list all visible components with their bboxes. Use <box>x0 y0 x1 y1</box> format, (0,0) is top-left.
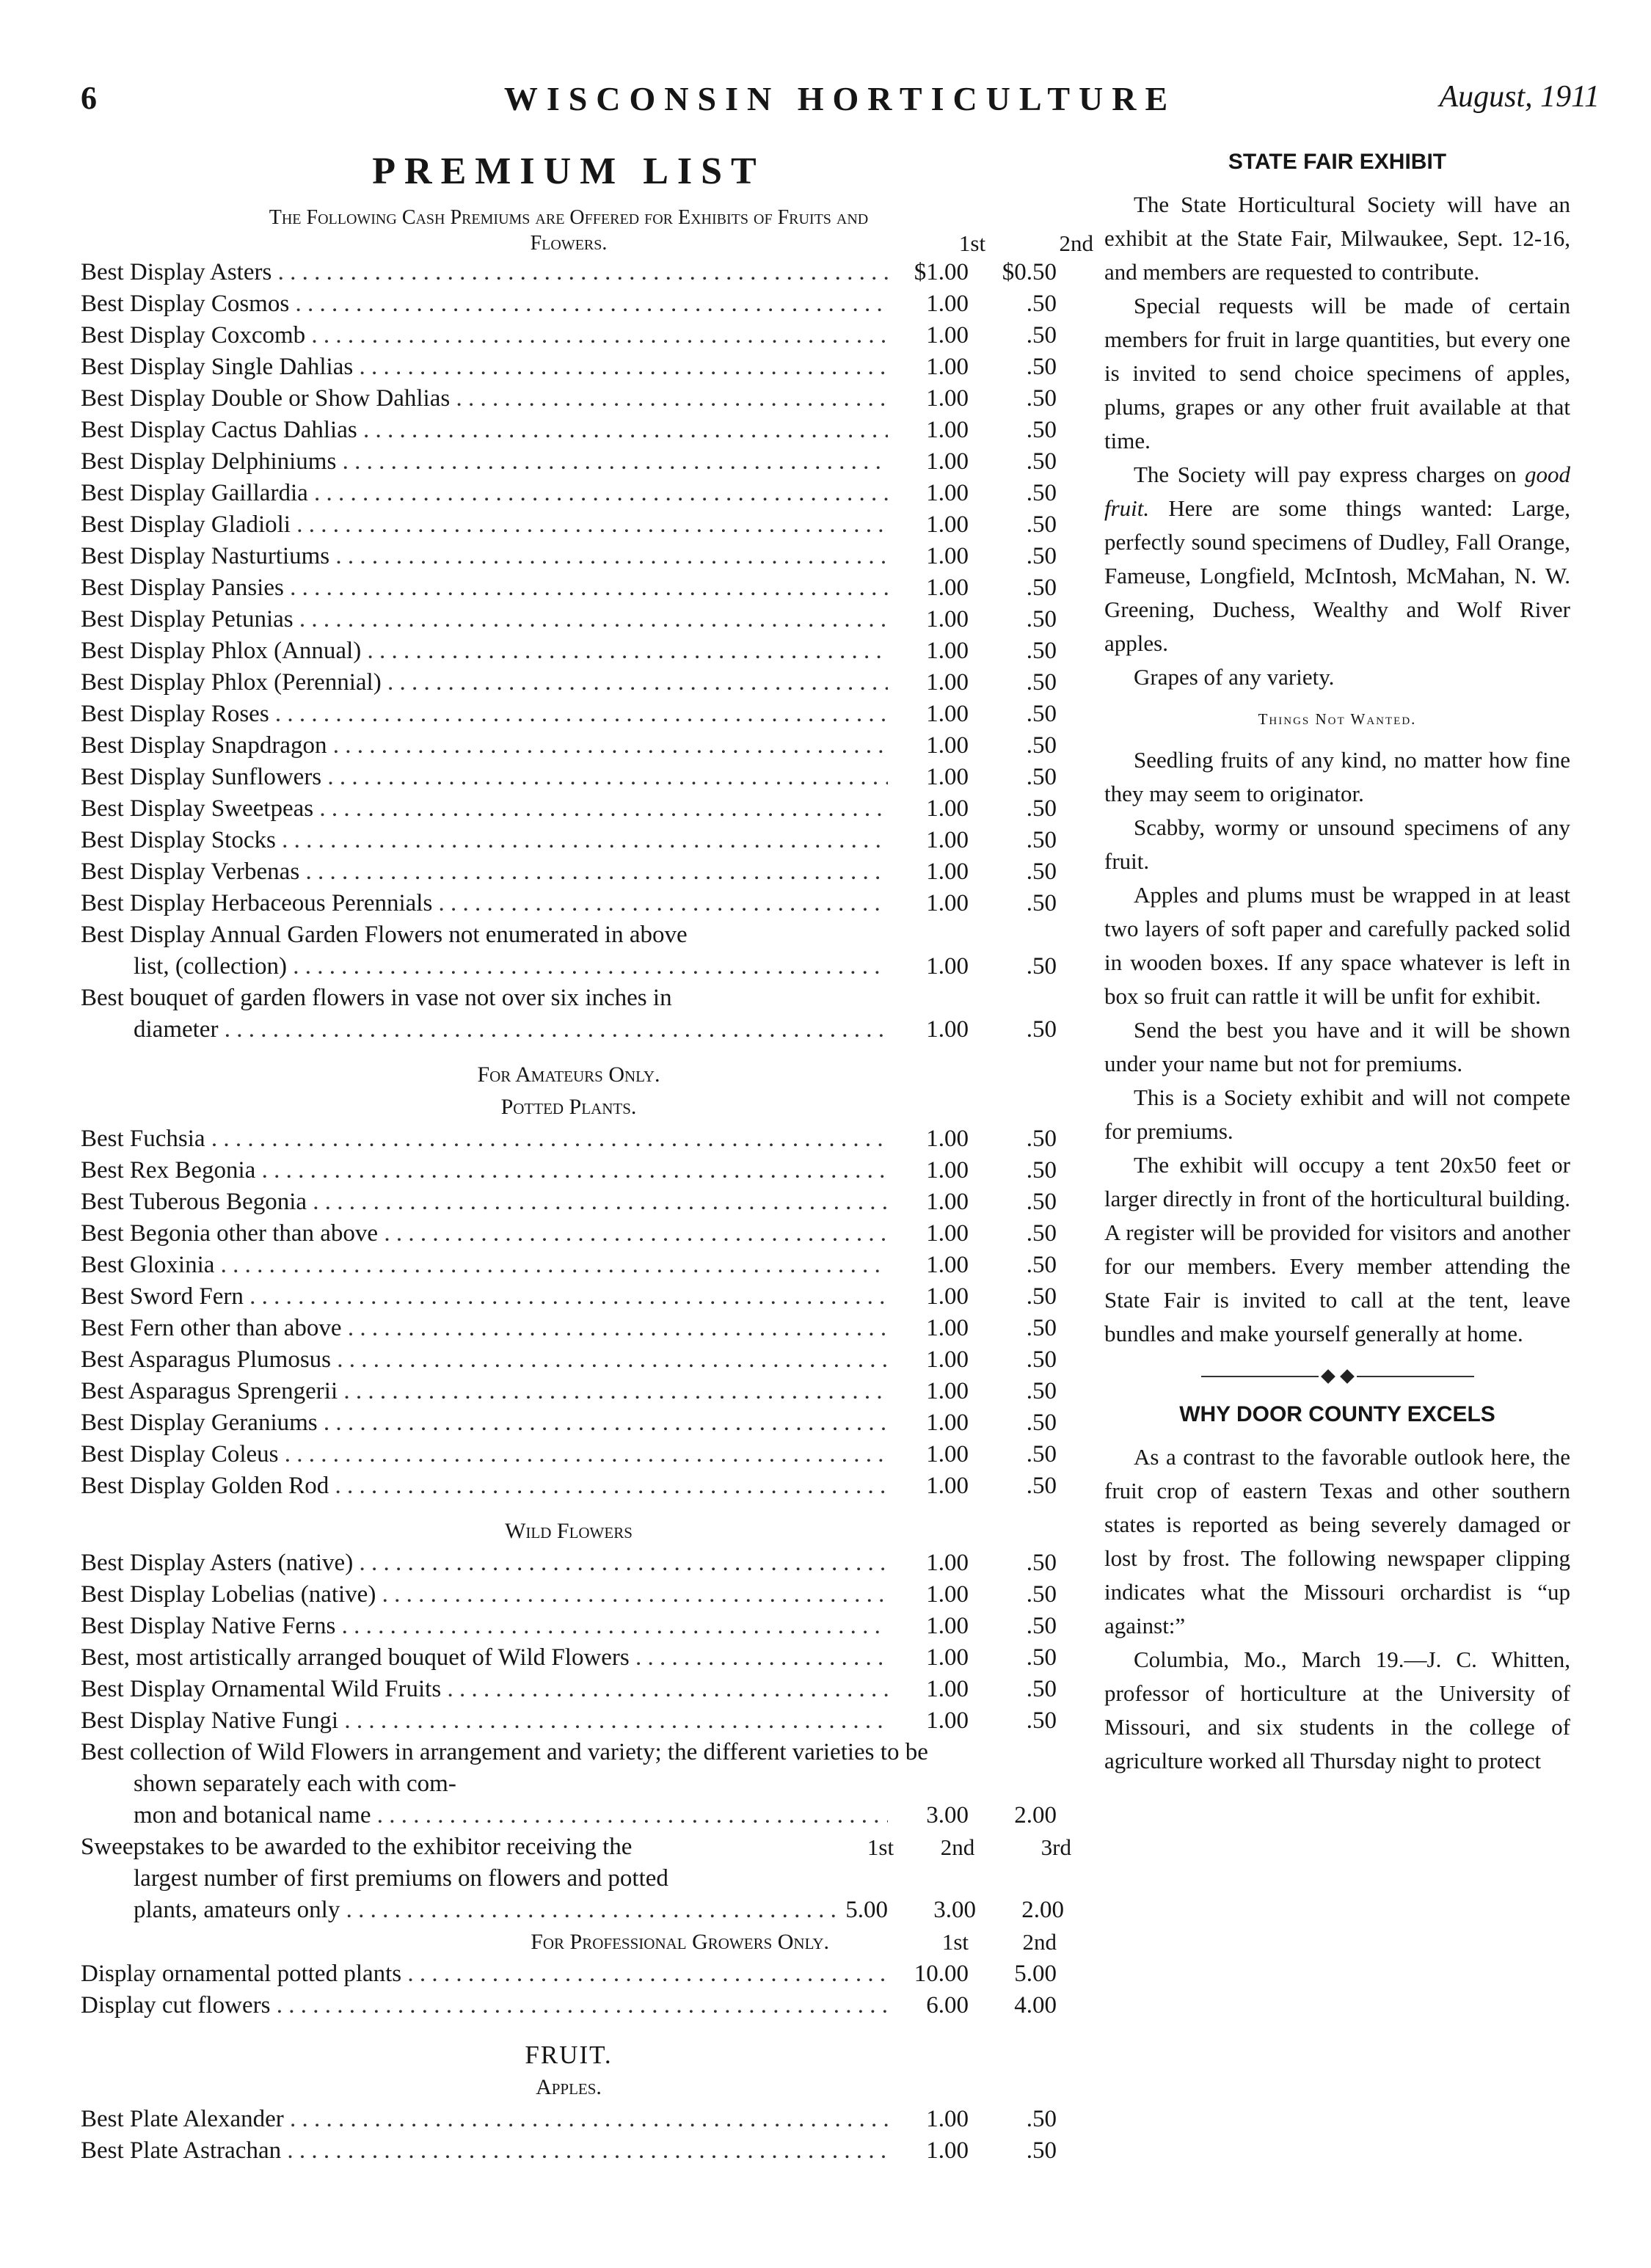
premium-row-second: .50 <box>1026 322 1057 349</box>
premium-row-second: .50 <box>1026 890 1057 916</box>
state-fair-title: STATE FAIR EXHIBIT <box>1228 150 1447 174</box>
premium-row <box>81 1674 1057 1705</box>
premium-row-first: 1.00 <box>926 1283 969 1310</box>
premium-row-name: Best Display Cactus Dahlias . . . <box>81 415 888 446</box>
premium-row <box>81 762 1057 793</box>
state-fair-paragraph: Special requests will be made of certain members for fruit in large quantities, but every one is invited to send choice specimens of apples, plums, grapes or any other fruit available at that time. <box>1104 293 1570 453</box>
column-header-second: 2nd <box>1059 230 1093 256</box>
premium-row-first: 1.00 <box>926 890 969 916</box>
premium-row-name: Best Display Sunflowers . . . <box>81 762 888 793</box>
premium-row <box>81 1155 1057 1186</box>
premium-row-second: .50 <box>1026 575 1057 601</box>
premium-row-first: 1.00 <box>926 1220 969 1247</box>
premium-row-name: Best Display Snapdragon . . . <box>81 730 888 762</box>
premium-row-first: 1.00 <box>926 2106 969 2132</box>
premium-row-second: .50 <box>1026 291 1057 317</box>
premium-list-title: PREMIUM LIST <box>372 150 765 192</box>
premium-row-name: Best Display Geraniums . . . <box>81 1407 888 1439</box>
premium-row-first: 1.00 <box>926 795 969 822</box>
apples-heading: Apples. <box>536 2075 602 2099</box>
premium-row-second: .50 <box>1026 354 1057 380</box>
premium-row-first: 1.00 <box>926 827 969 853</box>
premium-row-first: 1.00 <box>926 1613 969 1639</box>
premium-row-name: Display ornamental potted plants . . . <box>81 1958 888 1990</box>
premium-row-first: 1.00 <box>926 511 969 538</box>
premium-row-name: Best Display Coleus . . . <box>81 1439 888 1470</box>
premium-row <box>81 1407 1057 1439</box>
premium-row-first: 1.00 <box>926 385 969 412</box>
sweepstakes-header-second: 2nd <box>940 1834 975 1860</box>
premium-row <box>81 1218 1057 1250</box>
premium-row-first: 1.00 <box>926 543 969 569</box>
premium-row <box>81 1376 1057 1407</box>
premium-row-second: .50 <box>1026 543 1057 569</box>
state-fair-paragraph: Scabby, wormy or unsound specimens of any fruit. <box>1104 814 1570 874</box>
door-county-paragraph: Columbia, Mo., March 19.—J. C. Whitten, professor of horticulture at the University of Missouri, and six students in the college of agriculture worked all Thursday night to protect <box>1104 1647 1570 1773</box>
premium-row <box>81 288 1057 320</box>
premium-row <box>81 351 1057 383</box>
premium-row-second: .50 <box>1026 1410 1057 1436</box>
sweepstakes-text-line2: largest number of first premiums on flowers and potted <box>134 1865 668 1892</box>
premium-row-second: .50 <box>1026 638 1057 664</box>
premium-row-first: 1.00 <box>926 1707 969 1734</box>
premium-row-second: .50 <box>1026 1378 1057 1404</box>
sweepstakes-first: 5.00 <box>845 1897 888 1923</box>
premium-row <box>81 1186 1057 1218</box>
premium-row-second: .50 <box>1026 669 1057 696</box>
premium-row <box>81 478 1057 509</box>
premium-intro-line2 <box>81 230 1093 257</box>
premium-row-second: .50 <box>1026 701 1057 727</box>
state-fair-paragraph: Apples and plums must be wrapped in at least two layers of soft paper and carefully packed solid in wooden boxes. If any space whatever is left in box so fruit can rattle it will be unfit for exhibit. <box>1104 882 1570 1009</box>
premium-row-name: mon and botanical name . . . <box>134 1800 888 1831</box>
premium-row <box>81 1547 1057 1579</box>
sweepstakes-row <box>81 1831 1071 1926</box>
premium-list-column <box>81 147 1093 2167</box>
premium-row-first: 1.00 <box>926 417 969 443</box>
premium-row <box>81 1579 1057 1611</box>
premium-row <box>81 730 1057 762</box>
premium-row-first: 1.00 <box>926 701 969 727</box>
potted-plants-heading: Potted Plants. <box>500 1095 637 1119</box>
premium-row-lastline <box>81 1014 1057 1046</box>
premium-row <box>81 604 1057 635</box>
premium-row-first: 1.00 <box>926 953 969 980</box>
premium-row-name: Best Plate Alexander . . . <box>81 2104 888 2135</box>
premium-row <box>81 541 1057 572</box>
premium-row-bouquet <box>81 982 1057 1046</box>
premium-row <box>81 856 1057 888</box>
premium-row-name: Best Fern other than above . . . <box>81 1313 888 1344</box>
premium-row-name: Best Display Stocks . . . <box>81 825 888 856</box>
premium-row <box>81 699 1057 730</box>
premium-row-first: 1.00 <box>926 1189 969 1215</box>
state-fair-paragraph: Send the best you have and it will be shown under your name but not for premiums. <box>1104 1017 1570 1076</box>
premium-row-first: 1.00 <box>926 1315 969 1341</box>
premium-row-first: 1.00 <box>926 354 969 380</box>
premium-row-name: Best Display Phlox (Annual) . . . <box>81 635 888 667</box>
premium-row-first: 1.00 <box>926 322 969 349</box>
professional-header-second: 2nd <box>1022 1929 1057 1955</box>
premium-row-name: Best Fuchsia . . . <box>81 1123 888 1155</box>
premium-row-first: 10.00 <box>914 1961 969 1987</box>
premium-row <box>81 825 1057 856</box>
premium-row-name: Best Plate Astrachan . . . <box>81 2135 888 2167</box>
premium-row-first: 1.00 <box>926 1550 969 1576</box>
premium-row-collection <box>81 1737 1057 1831</box>
premium-row-second: $0.50 <box>1002 259 1057 285</box>
premium-row <box>81 383 1057 415</box>
premium-row-second: .50 <box>1026 1157 1057 1184</box>
premium-row-name: Best Display Sweetpeas . . . <box>81 793 888 825</box>
premium-row <box>81 509 1057 541</box>
premium-row-second: .50 <box>1026 1220 1057 1247</box>
premium-row-first: 1.00 <box>926 1676 969 1702</box>
wild-premium-list <box>81 1547 1057 1737</box>
premium-row <box>81 667 1057 699</box>
premium-row-name: Best Display Golden Rod . . . <box>81 1470 888 1502</box>
premium-row <box>81 2135 1057 2167</box>
premium-row-first: 1.00 <box>926 1644 969 1671</box>
premium-row-second: .50 <box>1026 417 1057 443</box>
potted-premium-list <box>81 1123 1057 1502</box>
premium-row-first: 1.00 <box>926 448 969 475</box>
premium-row-name: diameter . . . <box>134 1014 888 1046</box>
premium-row-second: .50 <box>1026 1252 1057 1278</box>
premium-row-second: .50 <box>1026 1126 1057 1152</box>
door-county-paragraph: As a contrast to the favorable outlook here, the fruit crop of eastern Texas and other southern states is reported as being severely damaged or lost by frost. The following newspaper clipping indicates what the Missouri orchardist is “up against:” <box>1104 1444 1570 1638</box>
premium-row-name: Best Display Cosmos . . . <box>81 288 888 320</box>
premium-row-second: .50 <box>1026 2137 1057 2164</box>
premium-row <box>81 2104 1057 2135</box>
fruit-heading: FRUIT. <box>525 2041 613 2069</box>
premium-row-second: 4.00 <box>1014 1992 1057 2019</box>
premium-row-name: Best Asparagus Sprengerii . . . <box>81 1376 888 1407</box>
premium-row-first: 1.00 <box>926 2137 969 2164</box>
premium-row-name: Best Display Herbaceous Perennials . . . <box>81 888 888 919</box>
premium-row-second: .50 <box>1026 511 1057 538</box>
page-number: 6 <box>81 80 97 116</box>
premium-row-first: 1.00 <box>926 1410 969 1436</box>
state-fair-paragraph: The exhibit will occupy a tent 20x50 feet or larger directly in front of the horticultural building. A register will be provided for visitors and another for our members. Every member attending the State Fair is invited to call at the tent, leave bundles and make yourself generally at home. <box>1104 1152 1570 1346</box>
premium-intro-flowers: Flowers. <box>530 232 608 255</box>
premium-row-second: .50 <box>1026 732 1057 759</box>
premium-row-name: Best Display Ornamental Wild Fruits . . . <box>81 1674 888 1705</box>
premium-row-second: .50 <box>1026 1441 1057 1467</box>
premium-row <box>81 793 1057 825</box>
premium-row-second: .50 <box>1026 1189 1057 1215</box>
premium-row-name: Best Tuberous Begonia . . . <box>81 1186 888 1218</box>
sweepstakes-header-third: 3rd <box>1040 1834 1071 1860</box>
premium-row-second: .50 <box>1026 1283 1057 1310</box>
premium-row <box>81 572 1057 604</box>
diamond-ornament-icon <box>1321 1369 1335 1384</box>
premium-row-name: Best Begonia other than above . . . <box>81 1218 888 1250</box>
premium-row-second: .50 <box>1026 1676 1057 1702</box>
premium-row-first: 1.00 <box>926 669 969 696</box>
premium-row-second: .50 <box>1026 1473 1057 1499</box>
premium-row-name: Best Display Petunias . . . <box>81 604 888 635</box>
premium-row-name: list, (collection) . . . <box>134 951 888 982</box>
premium-row-second: 2.00 <box>1014 1802 1057 1828</box>
premium-row-name: Best Display Native Ferns . . . <box>81 1611 888 1642</box>
premium-row <box>81 1958 1057 1990</box>
premium-row-first: 1.00 <box>926 764 969 790</box>
premium-row-name: Best Display Verbenas . . . <box>81 856 888 888</box>
premium-row-second: .50 <box>1026 1550 1057 1576</box>
premium-row-name: Best Display Delphiniums . . . <box>81 446 888 478</box>
premium-row <box>81 1250 1057 1281</box>
premium-row-second: .50 <box>1026 858 1057 885</box>
premium-row-name: Display cut flowers . . . <box>81 1990 888 2021</box>
premium-row-first: 1.00 <box>926 1016 969 1043</box>
premium-row <box>81 1123 1057 1155</box>
premium-row-second: .50 <box>1026 1016 1057 1043</box>
professional-premium-list <box>81 1958 1057 2021</box>
premium-row <box>81 1439 1057 1470</box>
premium-row-first: 6.00 <box>926 1992 969 2019</box>
premium-row-name: Best Display Double or Show Dahlias . . . <box>81 383 888 415</box>
premium-row-first: 1.00 <box>926 638 969 664</box>
premium-row-second: .50 <box>1026 385 1057 412</box>
sweepstakes-text: Sweepstakes to be awarded to the exhibitor receiving the <box>81 1834 633 1860</box>
sweepstakes-text-line3: plants, amateurs only . . . <box>134 1895 838 1926</box>
emphasis-good-fruit: good fruit. <box>1104 462 1570 521</box>
premium-row <box>81 415 1057 446</box>
wild-flowers-heading: Wild Flowers <box>505 1519 633 1543</box>
professional-header-first: 1st <box>941 1929 969 1955</box>
things-not-wanted-heading: Things Not Wanted. <box>1258 710 1417 728</box>
premium-row-second: .50 <box>1026 1315 1057 1341</box>
premium-row-name: Best Display Coxcomb . . . <box>81 320 888 351</box>
premium-row-name: Best Display Single Dahlias . . . <box>81 351 888 383</box>
premium-row <box>81 1705 1057 1737</box>
premium-row-name: Best Display Native Fungi . . . <box>81 1705 888 1737</box>
premium-row <box>81 1281 1057 1313</box>
premium-row-name: Best Display Asters (native) . . . <box>81 1547 888 1579</box>
premium-row <box>81 635 1057 667</box>
journal-title: WISCONSIN HORTICULTURE <box>503 80 1177 117</box>
premium-row-first: 1.00 <box>926 1473 969 1499</box>
premium-row-first: 1.00 <box>926 1441 969 1467</box>
premium-row-name: Best, most artistically arranged bouquet of Wild Flowers . . . <box>81 1642 888 1674</box>
premium-row-second: .50 <box>1026 606 1057 632</box>
premium-row-second: .50 <box>1026 1613 1057 1639</box>
premium-row <box>81 1344 1057 1376</box>
premium-row-second: .50 <box>1026 448 1057 475</box>
premium-row-second: .50 <box>1026 795 1057 822</box>
premium-row <box>81 1313 1057 1344</box>
apples-premium-list <box>81 2104 1057 2167</box>
sweepstakes-second: 3.00 <box>933 1897 976 1923</box>
premium-row-name: Best Display Gladioli . . . <box>81 509 888 541</box>
premium-intro-line: The Following Cash Premiums are Offered for Exhibits of Fruits and <box>269 206 869 229</box>
premium-row <box>81 446 1057 478</box>
premium-row-name: Best Sword Fern . . . <box>81 1281 888 1313</box>
premium-row <box>81 1642 1057 1674</box>
premium-row-name: Best Display Phlox (Perennial) . . . <box>81 667 888 699</box>
premium-row-first: 1.00 <box>926 291 969 317</box>
diamond-ornament-icon <box>1340 1369 1355 1384</box>
state-fair-paragraph: Seedling fruits of any kind, no matter how fine they may seem to originator. <box>1104 747 1570 806</box>
premium-row-second: .50 <box>1026 480 1057 506</box>
premium-row <box>81 257 1057 288</box>
premium-row-first: 3.00 <box>926 1802 969 1828</box>
premium-row-first: 1.00 <box>926 1378 969 1404</box>
professional-heading-row <box>81 1926 1057 1958</box>
issue-date: August, 1911 <box>1439 80 1600 114</box>
sweepstakes-header-first: 1st <box>867 1834 894 1860</box>
premium-row-name: Best Display Asters . . . <box>81 257 888 288</box>
premium-row <box>81 888 1057 919</box>
premium-row-name: Best Asparagus Plumosus . . . <box>81 1344 888 1376</box>
premium-row-second: 5.00 <box>1014 1961 1057 1987</box>
premium-row-first: 1.00 <box>926 858 969 885</box>
premium-row-annual <box>81 919 1057 982</box>
premium-row-name: Best Rex Begonia . . . <box>81 1155 888 1186</box>
premium-row-first: 1.00 <box>926 575 969 601</box>
amateurs-heading: For Amateurs Only. <box>477 1062 660 1087</box>
premium-row-name: Best Display Lobelias (native) . . . <box>81 1579 888 1611</box>
premium-row-first: 1.00 <box>926 1346 969 1373</box>
premium-row-name: Best Display Pansies . . . <box>81 572 888 604</box>
state-fair-paragraph-express: The Society will pay express charges on good fruit. Here are some things wanted: Large, perfectly sound specimens of Dudley, Fall Orange, Fameuse, Longfield, McIntosh, McMahan, N. W. Greening, Duchess, Wealthy and Wolf River apples. <box>1104 462 1570 656</box>
premium-row-name: Best Display Roses . . . <box>81 699 888 730</box>
premium-row-first: $1.00 <box>914 259 969 285</box>
premium-row-second: .50 <box>1026 1581 1057 1608</box>
premium-row-text: Best collection of Wild Flowers in arrangement and variety; the different varieties to be shown separately each with com- <box>81 1739 928 1797</box>
section-divider <box>1104 1371 1570 1382</box>
premium-row-name: Best Display Nasturtiums . . . <box>81 541 888 572</box>
premium-row-second: .50 <box>1026 1707 1057 1734</box>
premium-row-lastline <box>81 951 1057 982</box>
premium-row-text: Best bouquet of garden flowers in vase not over six inches in <box>81 985 672 1011</box>
premium-row-lastline <box>81 1800 1057 1831</box>
state-fair-paragraph: The State Horticultural Society will have an exhibit at the State Fair, Milwaukee, Sept. 12-16, and members are requested to contribute. <box>1104 192 1570 285</box>
premium-row <box>81 320 1057 351</box>
column-header-first: 1st <box>958 230 986 256</box>
premium-row-second: .50 <box>1026 2106 1057 2132</box>
sweepstakes-third: 2.00 <box>1021 1897 1064 1923</box>
premium-row-second: .50 <box>1026 1644 1057 1671</box>
premium-row-name: Best Display Gaillardia . . . <box>81 478 888 509</box>
premium-row-second: .50 <box>1026 827 1057 853</box>
premium-row-first: 1.00 <box>926 480 969 506</box>
flowers-premium-list <box>81 257 1057 919</box>
premium-row-second: .50 <box>1026 764 1057 790</box>
articles-column <box>1104 147 1570 1778</box>
premium-row-name: Best Gloxinia . . . <box>81 1250 888 1281</box>
state-fair-paragraph: Grapes of any variety. <box>1134 664 1335 690</box>
premium-row <box>81 1470 1057 1502</box>
premium-row-second: .50 <box>1026 953 1057 980</box>
premium-row-second: .50 <box>1026 1346 1057 1373</box>
premium-row-text: Best Display Annual Garden Flowers not enumerated in above <box>81 922 688 948</box>
premium-row-first: 1.00 <box>926 1126 969 1152</box>
premium-row <box>81 1611 1057 1642</box>
professional-heading: For Professional Growers Only. <box>531 1930 829 1954</box>
page-header <box>81 79 1600 123</box>
premium-row-first: 1.00 <box>926 732 969 759</box>
door-county-title: WHY DOOR COUNTY EXCELS <box>1179 1402 1495 1426</box>
premium-row-first: 1.00 <box>926 1252 969 1278</box>
premium-row-first: 1.00 <box>926 606 969 632</box>
premium-row <box>81 1990 1057 2021</box>
premium-row-first: 1.00 <box>926 1581 969 1608</box>
state-fair-paragraph: This is a Society exhibit and will not compete for premiums. <box>1104 1084 1570 1144</box>
premium-row-first: 1.00 <box>926 1157 969 1184</box>
